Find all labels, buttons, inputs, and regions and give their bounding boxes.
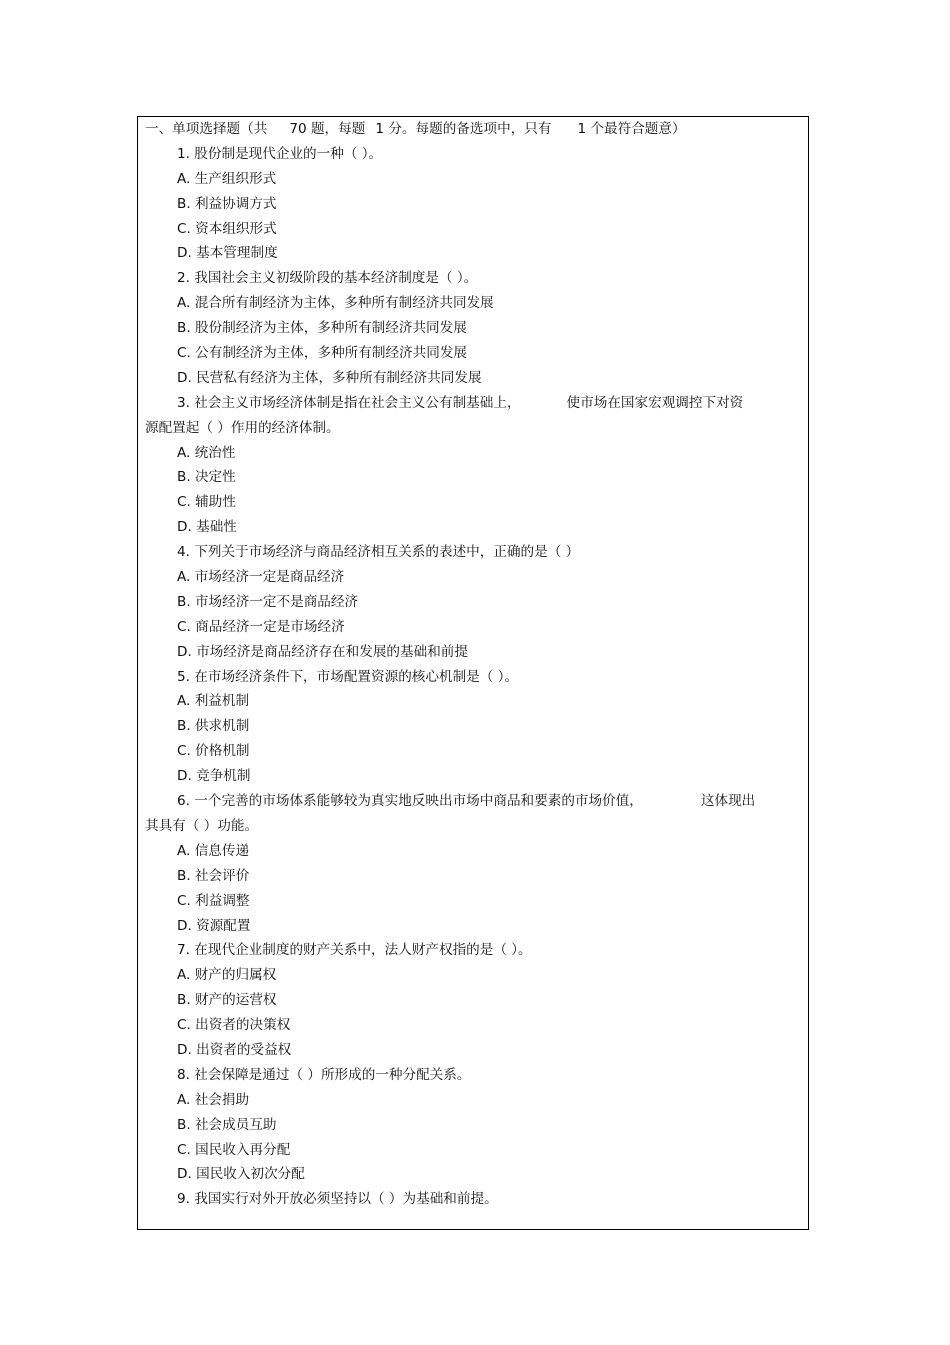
answer-option: A. 混合所有制经济为主体，多种所有制经济共同发展 (177, 295, 494, 312)
answer-option: A. 生产组织形式 (177, 170, 277, 187)
answer-option: D. 资源配置 (177, 917, 251, 934)
answer-option: C. 国民收入再分配 (177, 1141, 291, 1158)
question-stem: 4. 下列关于市场经济与商品经济相互关系的表述中，正确的是（ ） (177, 544, 580, 561)
question-stem: 9. 我国实行对外开放必须坚持以（ ）为基础和前提。 (177, 1191, 498, 1208)
answer-option: B. 财产的运营权 (177, 992, 277, 1009)
answer-option: D. 国民收入初次分配 (177, 1166, 305, 1183)
answer-option: C. 利益调整 (177, 892, 250, 909)
question-stem-part: 这体现出 (700, 793, 756, 810)
answer-option: B. 市场经济一定不是商品经济 (177, 593, 359, 610)
question-stem: 8. 社会保障是通过（ ）所形成的一种分配关系。 (177, 1066, 471, 1083)
answer-option: C. 辅助性 (177, 494, 236, 511)
question-stem (145, 789, 805, 814)
answer-option: B. 社会成员互助 (177, 1116, 277, 1133)
answer-option: A. 利益机制 (177, 693, 250, 710)
section-header-part: 70 题，每题 (289, 121, 366, 137)
question-stem-continuation: 其具有（ ）功能。 (145, 817, 259, 834)
section-header-part: 1 个最符合题意） (577, 121, 686, 137)
question-stem-part: 3. 社会主义市场经济体制是指在社会主义公有制基础上， (177, 394, 521, 411)
answer-option: D. 基本管理制度 (177, 245, 278, 262)
answer-option: C. 出资者的决策权 (177, 1017, 291, 1034)
question-stem: 7. 在现代企业制度的财产关系中，法人财产权指的是（ ）。 (177, 942, 532, 959)
question-stem-part: 6. 一个完善的市场体系能够较为真实地反映出市场中商品和要素的市场价值， (177, 793, 643, 810)
question-stem: 2. 我国社会主义初级阶段的基本经济制度是（ ）。 (177, 270, 478, 287)
answer-option: B. 社会评价 (177, 867, 250, 884)
answer-option: B. 利益协调方式 (177, 195, 277, 212)
answer-option: C. 公有制经济为主体，多种所有制经济共同发展 (177, 345, 468, 362)
answer-option: A. 统治性 (177, 444, 236, 461)
exam-section (145, 117, 805, 1212)
answer-option: A. 信息传递 (177, 842, 250, 859)
answer-option: B. 股份制经济为主体，多种所有制经济共同发展 (177, 320, 467, 337)
question-stem: 5. 在市场经济条件下，市场配置资源的核心机制是（ ）。 (177, 668, 519, 685)
answer-option: C. 价格机制 (177, 743, 250, 760)
answer-option: A. 市场经济一定是商品经济 (177, 569, 345, 586)
section-header (145, 117, 805, 142)
answer-option: D. 出资者的受益权 (177, 1041, 292, 1058)
answer-option: B. 供求机制 (177, 718, 250, 735)
answer-option: D. 竞争机制 (177, 768, 251, 785)
answer-option: D. 民营私有经济为主体，多种所有制经济共同发展 (177, 369, 482, 386)
section-header-part: 1 分。每题的备选项中，只有 (375, 121, 552, 137)
answer-option: A. 财产的归属权 (177, 967, 277, 984)
answer-option: B. 决定性 (177, 469, 236, 486)
answer-option: D. 基础性 (177, 519, 237, 536)
answer-option: A. 社会捐助 (177, 1091, 250, 1108)
answer-option: D. 市场经济是商品经济存在和发展的基础和前提 (177, 643, 468, 660)
answer-option: C. 商品经济一定是市场经济 (177, 618, 345, 635)
question-stem-part: 使市场在国家宏观调控下对资 (566, 394, 744, 411)
question-stem: 1. 股份制是现代企业的一种（ ）。 (177, 145, 383, 162)
section-header-part: 一、单项选择题（共 (145, 121, 268, 137)
answer-option: C. 资本组织形式 (177, 220, 277, 237)
question-stem-continuation: 源配置起（ ）作用的经济体制。 (145, 419, 340, 436)
question-stem (145, 391, 805, 416)
